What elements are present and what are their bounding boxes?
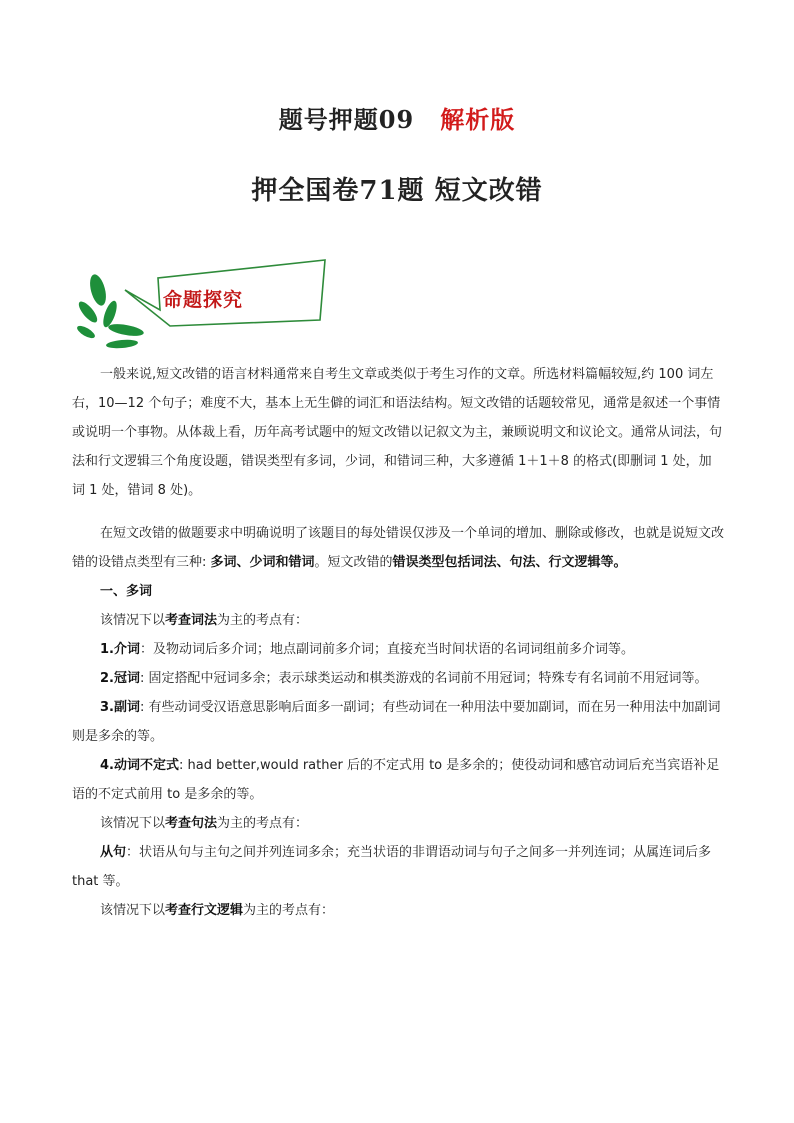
text-span: 在短文改错的做题要求中明确说明了该题目的每处错误仅涉及一个单词的增加、删除或修改，也就是说短文改错的设错点类型有三种: (72, 526, 725, 570)
list-item (72, 751, 724, 809)
document-body (72, 360, 724, 925)
item-text: ：状语从句与主句之间并列连词多余；充当状语的非谓语动词与句子之间多一并列连词；从属连词后多 that 等。 (72, 845, 712, 889)
lead-line (72, 809, 724, 838)
section-heading (72, 577, 724, 606)
item-label: 2.冠词 (100, 671, 140, 686)
leaf-shape (75, 324, 96, 341)
text-span: 。短文改错的 (314, 555, 393, 570)
item-label: 1.介词 (100, 642, 140, 657)
banner-label: 命题探究 (163, 289, 244, 311)
list-item (72, 664, 724, 693)
bold-span: 考查句法 (165, 816, 218, 831)
section-heading-text: 一、多词 (100, 584, 153, 599)
item-text: ：及物动词后多介词；地点副词前多介词；直接充当时间状语的名词词组前多介词等。 (139, 642, 634, 657)
document-title (0, 100, 794, 135)
leaf-shape (87, 273, 109, 308)
item-label: 3.副词 (100, 700, 140, 715)
lead-line (72, 606, 724, 635)
text-span: 为主的考点有： (243, 903, 335, 918)
text-span: 该情况下以 (100, 816, 166, 831)
text-span: 该情况下以 (100, 613, 166, 628)
list-item (72, 635, 724, 664)
lead-line (72, 896, 724, 925)
list-item (72, 693, 724, 751)
item-text: : 固定搭配中冠词多余；表示球类运动和棋类游戏的名词前不用冠词；特殊专有名词前不用冠词等。 (139, 671, 708, 686)
bold-span: 考查行文逻辑 (165, 903, 244, 918)
leaf-shape (106, 339, 139, 350)
leaf-shape (76, 299, 100, 325)
bold-span: 多词、少词和错词 (210, 555, 315, 570)
item-text: : 有些动词受汉语意思影响后面多一副词；有些动词在一种用法中要加副词，而在另一种用法中加副词则是多余的等。 (72, 700, 721, 744)
bold-span: 错误类型包括词法、句法、行文逻辑等。 (392, 555, 627, 570)
intro-paragraph: 一般来说,短文改错的语言材料通常来自考生文章或类似于考生习作的文章。所选材料篇幅较短,约 100 词左右，10—12 个句子；难度不大，基本上无生僻的词汇和语法结构。短文改错的话题较常见，通常是叙述一个事情或说明一个事物。从体裁上看，历年高考试题中的短文改错以记叙文为主，兼顾说明文和议论文。通常从词法，句法和行文逻辑三个角度设题，错误类型有多词，少词，和错词三种，大多遵循 1＋1＋8 的格式(即删词 1 处，加词 1 处，错词 8 处)。 (72, 367, 723, 498)
item-label: 4.动词不定式 (100, 758, 179, 773)
bold-span: 考查词法 (165, 613, 218, 628)
document-subtitle: 押全国卷71题 短文改错 (251, 176, 543, 206)
list-item (72, 838, 724, 896)
paragraph-error-types (72, 519, 724, 577)
title-edition: 解析版 (440, 105, 516, 134)
item-text: : had better,would rather 后的不定式用 to 是多余的；使役动词和感官动词后充当宾语补足语的不定式前用 to 是多余的等。 (72, 758, 720, 802)
text-span: 该情况下以 (100, 903, 166, 918)
leaf-shape (107, 322, 144, 338)
item-label: 从句 (100, 845, 127, 860)
text-span: 为主的考点有： (217, 613, 309, 628)
title-main: 题号押题09 (278, 105, 415, 134)
text-span: 为主的考点有： (217, 816, 309, 831)
